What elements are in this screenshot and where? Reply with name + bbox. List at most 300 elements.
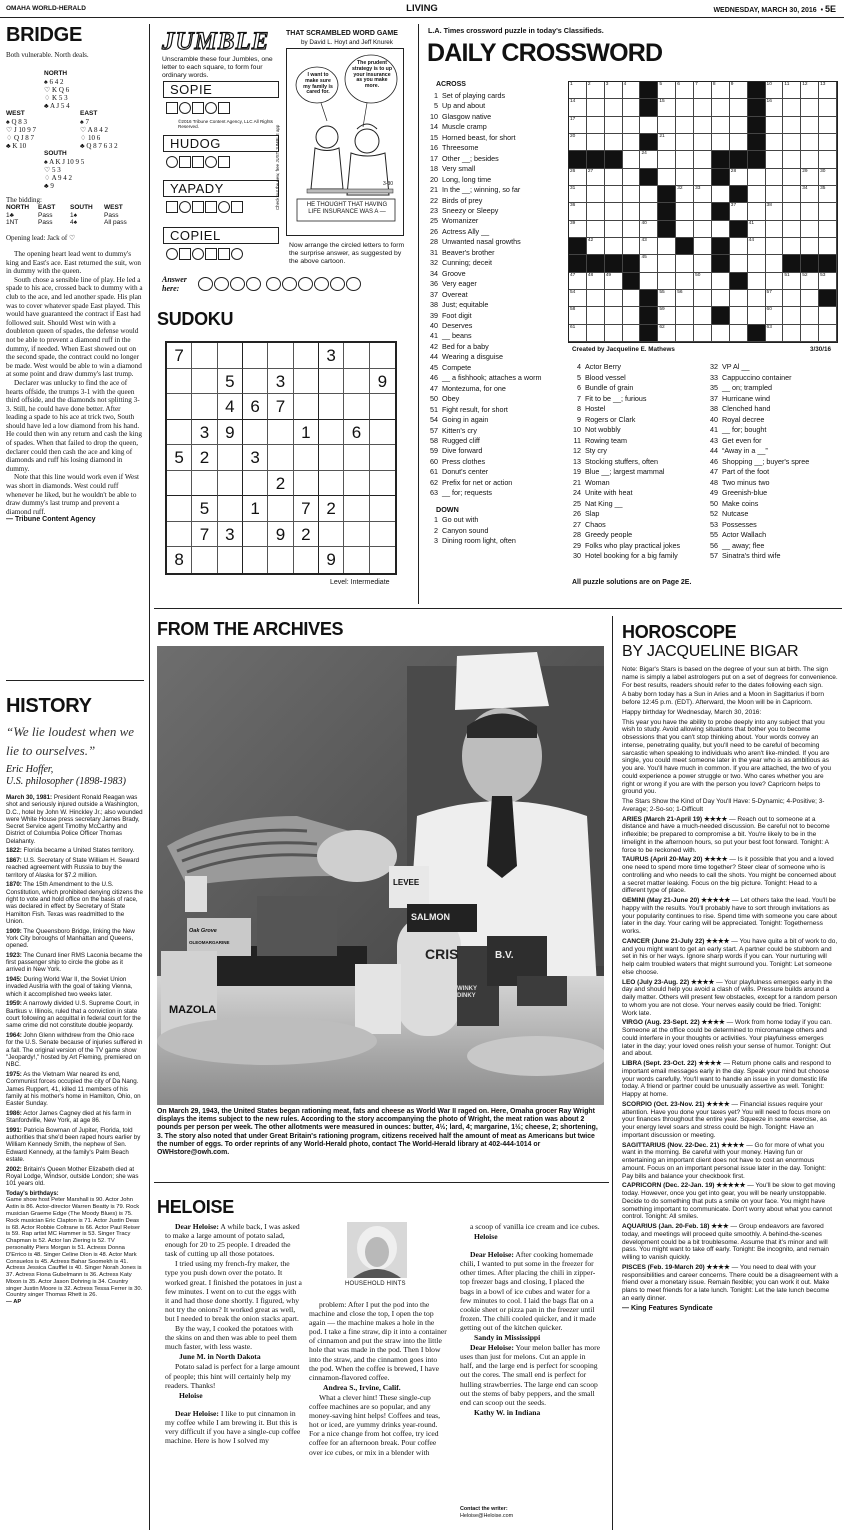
- sudoku-cell[interactable]: 3: [268, 369, 293, 395]
- crossword-cell[interactable]: [587, 273, 605, 290]
- crossword-cell[interactable]: [587, 99, 605, 116]
- crossword-cell[interactable]: [730, 82, 748, 99]
- crossword-cell[interactable]: [748, 238, 766, 255]
- crossword-cell[interactable]: [766, 325, 784, 342]
- sudoku-cell[interactable]: [319, 445, 344, 471]
- crossword-clue: [704, 520, 842, 531]
- crossword-cell[interactable]: [587, 203, 605, 220]
- crossword-cell[interactable]: [819, 151, 837, 168]
- crossword-cell[interactable]: [748, 255, 766, 272]
- sudoku-cell[interactable]: [344, 522, 369, 548]
- crossword-cell[interactable]: [623, 117, 641, 134]
- sudoku-cell[interactable]: 2: [294, 522, 319, 548]
- crossword-cell[interactable]: [623, 186, 641, 203]
- sudoku-cell[interactable]: [370, 522, 395, 548]
- sudoku-cell[interactable]: 3: [319, 343, 344, 369]
- sudoku-cell[interactable]: [294, 547, 319, 573]
- crossword-cell[interactable]: [783, 307, 801, 324]
- crossword-cell[interactable]: [623, 307, 641, 324]
- crossword-cell[interactable]: [819, 325, 837, 342]
- crossword-cell[interactable]: [801, 273, 819, 290]
- crossword-block: [730, 273, 748, 290]
- sudoku-cell[interactable]: [218, 496, 243, 522]
- sudoku-cell[interactable]: [344, 547, 369, 573]
- crossword-cell[interactable]: [766, 255, 784, 272]
- crossword-cell[interactable]: [694, 238, 712, 255]
- crossword-cell[interactable]: [730, 307, 748, 324]
- crossword-cell[interactable]: [766, 273, 784, 290]
- crossword-cell[interactable]: [623, 203, 641, 220]
- horoscope-sign-heading: SAGITTARIUS (Nov. 22-Dec. 21) ★★★★: [622, 1141, 745, 1149]
- crossword-cell[interactable]: [801, 134, 819, 151]
- crossword-cell[interactable]: [569, 99, 587, 116]
- crossword-cell[interactable]: [712, 82, 730, 99]
- crossword-cell[interactable]: [658, 82, 676, 99]
- crossword-cell[interactable]: [658, 325, 676, 342]
- crossword-cell[interactable]: [694, 255, 712, 272]
- crossword-cell[interactable]: [766, 99, 784, 116]
- crossword-cell[interactable]: [605, 221, 623, 238]
- crossword-cell[interactable]: [587, 134, 605, 151]
- sudoku-cell[interactable]: [268, 496, 293, 522]
- crossword-cell[interactable]: [819, 307, 837, 324]
- sudoku-cell[interactable]: [294, 394, 319, 420]
- crossword-cell[interactable]: [766, 238, 784, 255]
- sudoku-cell[interactable]: [192, 394, 217, 420]
- crossword-cell[interactable]: [587, 290, 605, 307]
- crossword-cell[interactable]: [748, 307, 766, 324]
- sudoku-cell[interactable]: 9: [218, 420, 243, 446]
- crossword-cell-number: 63: [766, 324, 772, 330]
- sudoku-cell[interactable]: [268, 343, 293, 369]
- sudoku-cell[interactable]: 6: [243, 394, 268, 420]
- sudoku-cell[interactable]: [294, 445, 319, 471]
- sudoku-cell[interactable]: [243, 522, 268, 548]
- crossword-cell[interactable]: [801, 169, 819, 186]
- crossword-cell[interactable]: [694, 117, 712, 134]
- crossword-cell[interactable]: [766, 186, 784, 203]
- sudoku-cell[interactable]: [192, 547, 217, 573]
- crossword-cell[interactable]: [587, 186, 605, 203]
- sudoku-cell[interactable]: [370, 343, 395, 369]
- crossword-cell[interactable]: [819, 169, 837, 186]
- crossword-cell[interactable]: [819, 99, 837, 116]
- crossword-cell[interactable]: [587, 117, 605, 134]
- crossword-cell[interactable]: [623, 151, 641, 168]
- sudoku-cell[interactable]: 3: [243, 445, 268, 471]
- crossword-cell[interactable]: [640, 255, 658, 272]
- crossword-cell[interactable]: [801, 82, 819, 99]
- crossword-cell[interactable]: [605, 307, 623, 324]
- sudoku-cell[interactable]: [344, 496, 369, 522]
- crossword-cell[interactable]: [605, 273, 623, 290]
- crossword-cell[interactable]: [730, 134, 748, 151]
- crossword-cell[interactable]: [676, 117, 694, 134]
- sudoku-cell[interactable]: [243, 547, 268, 573]
- crossword-cell[interactable]: [605, 290, 623, 307]
- crossword-cell[interactable]: [587, 169, 605, 186]
- crossword-cell[interactable]: [783, 203, 801, 220]
- crossword-cell-number: 60: [766, 307, 772, 313]
- crossword-cell[interactable]: [640, 273, 658, 290]
- clue-number: 32: [710, 362, 718, 371]
- crossword-cell[interactable]: [801, 307, 819, 324]
- crossword-cell[interactable]: [766, 117, 784, 134]
- crossword-cell[interactable]: [712, 99, 730, 116]
- answer-boxes-1[interactable]: [166, 102, 231, 114]
- crossword-clue: [567, 478, 705, 489]
- crossword-cell[interactable]: [730, 203, 748, 220]
- crossword-cell[interactable]: [783, 325, 801, 342]
- sudoku-cell[interactable]: 4: [218, 394, 243, 420]
- crossword-cell[interactable]: [587, 325, 605, 342]
- crossword-cell[interactable]: [766, 169, 784, 186]
- crossword-cell[interactable]: [801, 325, 819, 342]
- sudoku-cell[interactable]: [344, 445, 369, 471]
- crossword-cell[interactable]: [605, 203, 623, 220]
- sudoku-cell[interactable]: [370, 471, 395, 497]
- crossword-cell[interactable]: [605, 117, 623, 134]
- sudoku-cell[interactable]: [218, 343, 243, 369]
- sudoku-cell[interactable]: [344, 369, 369, 395]
- crossword-cell[interactable]: [783, 117, 801, 134]
- crossword-cell[interactable]: [658, 169, 676, 186]
- history-entry-text: Britain's Queen Mother Elizabeth died at Royal Lodge, Windsor, outside London; she was 101 years old.: [6, 1165, 139, 1188]
- crossword-cell[interactable]: [748, 203, 766, 220]
- sudoku-cell[interactable]: 3: [218, 522, 243, 548]
- crossword-cell[interactable]: [766, 307, 784, 324]
- crossword-cell[interactable]: [730, 290, 748, 307]
- crossword-cell[interactable]: [623, 99, 641, 116]
- crossword-cell[interactable]: [569, 134, 587, 151]
- crossword-cell-number: 35: [820, 186, 826, 191]
- sudoku-cell[interactable]: [243, 471, 268, 497]
- crossword-cell[interactable]: [658, 290, 676, 307]
- crossword-cell[interactable]: [676, 186, 694, 203]
- sudoku-cell[interactable]: 3: [192, 420, 217, 446]
- crossword-cell[interactable]: [730, 99, 748, 116]
- sudoku-cell[interactable]: 9: [370, 369, 395, 395]
- paper-name: OMAHA WORLD-HERALD: [6, 5, 86, 12]
- sudoku-cell[interactable]: 7: [294, 496, 319, 522]
- crossword-cell[interactable]: [605, 238, 623, 255]
- crossword-cell[interactable]: [766, 221, 784, 238]
- sudoku-cell[interactable]: 2: [319, 496, 344, 522]
- crossword-cell[interactable]: [712, 221, 730, 238]
- crossword-cell[interactable]: [623, 238, 641, 255]
- crossword-cell[interactable]: [587, 238, 605, 255]
- cartoon-date: 3-30: [383, 181, 394, 187]
- crossword-cell[interactable]: [676, 325, 694, 342]
- crossword-cell[interactable]: [783, 169, 801, 186]
- crossword-cell[interactable]: [605, 82, 623, 99]
- crossword-cell[interactable]: [783, 273, 801, 290]
- sudoku-cell[interactable]: [370, 496, 395, 522]
- sudoku-cell[interactable]: 1: [243, 496, 268, 522]
- crossword-cell[interactable]: [587, 307, 605, 324]
- sudoku-cell[interactable]: [218, 445, 243, 471]
- crossword-cell[interactable]: [676, 290, 694, 307]
- crossword-cell[interactable]: [819, 221, 837, 238]
- sudoku-cell[interactable]: [319, 522, 344, 548]
- sudoku-cell[interactable]: 5: [218, 369, 243, 395]
- crossword-cell[interactable]: [694, 273, 712, 290]
- crossword-cell[interactable]: [694, 186, 712, 203]
- sudoku-cell[interactable]: [294, 343, 319, 369]
- sudoku-grid[interactable]: [165, 341, 397, 575]
- crossword-cell[interactable]: [658, 238, 676, 255]
- crossword-cell[interactable]: [658, 273, 676, 290]
- sudoku-cell[interactable]: [192, 471, 217, 497]
- crossword-cell[interactable]: [676, 134, 694, 151]
- crossword-cell[interactable]: [801, 290, 819, 307]
- crossword-cell[interactable]: [694, 82, 712, 99]
- crossword-cell[interactable]: [605, 169, 623, 186]
- crossword-cell[interactable]: [819, 134, 837, 151]
- crossword-cell[interactable]: [819, 82, 837, 99]
- crossword-cell[interactable]: [801, 99, 819, 116]
- crossword-cell[interactable]: [694, 99, 712, 116]
- answer-boxes-3[interactable]: [166, 201, 244, 213]
- clue-text: Groove: [442, 268, 466, 278]
- crossword-cell[interactable]: [819, 186, 837, 203]
- sudoku-cell[interactable]: [167, 369, 192, 395]
- sudoku-cell[interactable]: [218, 547, 243, 573]
- crossword-cell[interactable]: [712, 273, 730, 290]
- heloise-text: Your melon baller has more uses than just for melons. Cut an apple in half, and the large end is perfect for scooping out the cores. The small end is perfect for hulling strawberries. The large end can scoop out the stems of baby peppers, and the small end can scoop out the seeds.: [460, 1343, 600, 1407]
- clue-number: 14: [430, 122, 438, 132]
- sudoku-cell[interactable]: 1: [294, 420, 319, 446]
- crossword-cell[interactable]: [766, 203, 784, 220]
- crossword-cell[interactable]: [676, 307, 694, 324]
- crossword-cell[interactable]: [605, 134, 623, 151]
- crossword-cell[interactable]: [783, 186, 801, 203]
- sudoku-cell[interactable]: [344, 343, 369, 369]
- sudoku-cell[interactable]: [243, 420, 268, 446]
- sudoku-cell[interactable]: 2: [192, 445, 217, 471]
- crossword-cell[interactable]: [694, 221, 712, 238]
- sudoku-cell[interactable]: 6: [344, 420, 369, 446]
- page-header: [0, 0, 844, 18]
- sudoku-cell[interactable]: 9: [268, 522, 293, 548]
- crossword-cell[interactable]: [748, 221, 766, 238]
- crossword-cell[interactable]: [748, 186, 766, 203]
- sudoku-cell[interactable]: [319, 420, 344, 446]
- crossword-cell[interactable]: [569, 186, 587, 203]
- bidding-table: The bidding: NORTH EAST SOUTH WEST 1♣ Pass 1♠ Pass 1NT Pass 4♠ All pass Opening lead: Jack of ♡: [6, 197, 144, 242]
- sudoku-cell[interactable]: [294, 471, 319, 497]
- south-hand: SOUTH ♠ A K J 10 9 5 ♡ 5 3 ♢ A 9 4 2 ♣ 9: [44, 150, 85, 190]
- crossword-cell[interactable]: [569, 221, 587, 238]
- crossword-cell[interactable]: [712, 186, 730, 203]
- crossword-grid[interactable]: [568, 81, 838, 343]
- crossword-cell[interactable]: [694, 151, 712, 168]
- answer-boxes-2[interactable]: [166, 156, 231, 168]
- crossword-cell[interactable]: [676, 99, 694, 116]
- sudoku-cell[interactable]: [319, 394, 344, 420]
- crossword-cell[interactable]: [623, 325, 641, 342]
- crossword-cell[interactable]: [783, 238, 801, 255]
- crossword-cell[interactable]: [605, 325, 623, 342]
- sudoku-cell[interactable]: [370, 420, 395, 446]
- crossword-cell[interactable]: [783, 134, 801, 151]
- crossword-cell[interactable]: [730, 169, 748, 186]
- crossword-cell[interactable]: [623, 221, 641, 238]
- sudoku-cell[interactable]: [319, 369, 344, 395]
- crossword-cell[interactable]: [569, 117, 587, 134]
- sudoku-cell[interactable]: [218, 471, 243, 497]
- sudoku-cell[interactable]: [167, 394, 192, 420]
- horoscope-intro-paragraph: This year you have the ability to probe deeply into any subject that you wish to study. Avoid allowing situations that bother you to become obsessions that you can't stop thinking about. Your words convey an intense, penetrating quality, but you'll need to be careful of becoming sarcastic when speaking to individuals who aren't like-minded. If you are single, you could meet someone later in the year who is as ambitious as you are. You'll have much in common. If you are attached, the two of you could experience a power struggle or two. Who cares whether you are right or wrong if you are with the person you love? Capricorn helps to ground you.: [622, 718, 832, 796]
- sudoku-cell[interactable]: [344, 471, 369, 497]
- sudoku-cell[interactable]: [268, 547, 293, 573]
- crossword-cell[interactable]: [640, 238, 658, 255]
- page-number: 5E: [824, 4, 836, 14]
- sudoku-cell[interactable]: [294, 369, 319, 395]
- sudoku-cell[interactable]: [167, 420, 192, 446]
- crossword-cell[interactable]: [640, 203, 658, 220]
- sudoku-cell[interactable]: [344, 394, 369, 420]
- crossword-cell[interactable]: [569, 307, 587, 324]
- answer-boxes-4[interactable]: [166, 248, 244, 260]
- crossword-cell[interactable]: [694, 134, 712, 151]
- crossword-cell[interactable]: [783, 290, 801, 307]
- crossword-cell[interactable]: [783, 221, 801, 238]
- crossword-cell[interactable]: [783, 151, 801, 168]
- crossword-cell[interactable]: [766, 82, 784, 99]
- history-entry: [6, 847, 143, 854]
- crossword-cell[interactable]: [730, 117, 748, 134]
- crossword-cell[interactable]: [569, 169, 587, 186]
- crossword-cell[interactable]: [676, 273, 694, 290]
- crossword-cell[interactable]: [819, 203, 837, 220]
- sudoku-cell[interactable]: [167, 522, 192, 548]
- crossword-cell[interactable]: [819, 117, 837, 134]
- crossword-cell[interactable]: [748, 290, 766, 307]
- crossword-cell[interactable]: [605, 186, 623, 203]
- history-entry-year: March 30, 1981:: [6, 794, 53, 801]
- crossword-cell[interactable]: [676, 221, 694, 238]
- sudoku-cell[interactable]: [167, 471, 192, 497]
- crossword-cell[interactable]: [605, 99, 623, 116]
- crossword-cell[interactable]: [730, 255, 748, 272]
- crossword-cell[interactable]: [658, 117, 676, 134]
- crossword-cell[interactable]: [676, 203, 694, 220]
- crossword-cell[interactable]: [712, 134, 730, 151]
- crossword-cell[interactable]: [766, 290, 784, 307]
- sudoku-cell[interactable]: 7: [192, 522, 217, 548]
- crossword-cell[interactable]: [694, 169, 712, 186]
- crossword-cell[interactable]: [694, 325, 712, 342]
- sudoku-cell[interactable]: 8: [167, 547, 192, 573]
- crossword-block: [569, 238, 587, 255]
- crossword-cell[interactable]: [676, 82, 694, 99]
- crossword-cell-number: 29: [802, 168, 808, 174]
- sudoku-cell[interactable]: [268, 445, 293, 471]
- crossword-cell[interactable]: [658, 134, 676, 151]
- crossword-cell[interactable]: [819, 238, 837, 255]
- crossword-cell[interactable]: [801, 117, 819, 134]
- crossword-cell[interactable]: [748, 169, 766, 186]
- crossword-cell[interactable]: [623, 169, 641, 186]
- crossword-cell[interactable]: [569, 203, 587, 220]
- sudoku-cell[interactable]: [319, 471, 344, 497]
- crossword-cell[interactable]: [801, 221, 819, 238]
- crossword-cell[interactable]: [569, 325, 587, 342]
- crossword-cell[interactable]: [694, 290, 712, 307]
- crossword-cell[interactable]: [658, 99, 676, 116]
- crossword-cell[interactable]: [712, 290, 730, 307]
- crossword-cell[interactable]: [640, 186, 658, 203]
- heloise-portrait: [347, 1222, 407, 1278]
- crossword-cell[interactable]: [801, 238, 819, 255]
- crossword-cell[interactable]: [587, 221, 605, 238]
- sudoku-cell[interactable]: [192, 343, 217, 369]
- crossword-cell[interactable]: [766, 134, 784, 151]
- sudoku-cell[interactable]: 5: [192, 496, 217, 522]
- crossword-cell[interactable]: [730, 325, 748, 342]
- sudoku-cell[interactable]: [243, 369, 268, 395]
- crossword-cell[interactable]: [819, 273, 837, 290]
- crossword-cell[interactable]: [640, 117, 658, 134]
- crossword-cell[interactable]: [676, 169, 694, 186]
- crossword-cell[interactable]: [658, 255, 676, 272]
- sudoku-cell[interactable]: [370, 394, 395, 420]
- crossword-cell[interactable]: [676, 255, 694, 272]
- crossword-cell[interactable]: [569, 273, 587, 290]
- crossword-cell[interactable]: [658, 151, 676, 168]
- crossword-cell[interactable]: [801, 203, 819, 220]
- crossword-cell[interactable]: [658, 307, 676, 324]
- sudoku-cell[interactable]: [243, 343, 268, 369]
- crossword-cell[interactable]: [623, 290, 641, 307]
- crossword-cell[interactable]: [569, 82, 587, 99]
- crossword-cell[interactable]: [694, 307, 712, 324]
- sudoku-cell[interactable]: 7: [167, 343, 192, 369]
- crossword-cell[interactable]: [623, 134, 641, 151]
- crossword-cell[interactable]: [801, 186, 819, 203]
- crossword-cell[interactable]: [694, 203, 712, 220]
- sudoku-cell[interactable]: 5: [167, 445, 192, 471]
- crossword-cell[interactable]: [712, 325, 730, 342]
- crossword-cell[interactable]: [712, 117, 730, 134]
- crossword-cell[interactable]: [640, 151, 658, 168]
- crossword-cell[interactable]: [569, 290, 587, 307]
- sudoku-cell[interactable]: [167, 496, 192, 522]
- crossword-cell[interactable]: [766, 151, 784, 168]
- sudoku-cell[interactable]: 7: [268, 394, 293, 420]
- crossword-clue: [424, 227, 568, 237]
- crossword-cell[interactable]: [730, 238, 748, 255]
- crossword-cell[interactable]: [623, 82, 641, 99]
- clue-text: Beaver's brother: [442, 247, 495, 257]
- crossword-cell[interactable]: [783, 99, 801, 116]
- clue-text: Nutcase: [722, 509, 749, 518]
- crossword-cell[interactable]: [587, 82, 605, 99]
- sudoku-cell[interactable]: [268, 420, 293, 446]
- sudoku-cell[interactable]: 2: [268, 471, 293, 497]
- sudoku-cell[interactable]: [370, 445, 395, 471]
- answer-boxes-final[interactable]: [198, 277, 362, 291]
- sudoku-cell[interactable]: [370, 547, 395, 573]
- crossword-cell[interactable]: [640, 221, 658, 238]
- crossword-cell[interactable]: [748, 273, 766, 290]
- sudoku-cell[interactable]: [192, 369, 217, 395]
- crossword-cell[interactable]: [676, 151, 694, 168]
- crossword-cell[interactable]: [801, 151, 819, 168]
- sudoku-cell[interactable]: 9: [319, 547, 344, 573]
- crossword-cell[interactable]: [783, 82, 801, 99]
